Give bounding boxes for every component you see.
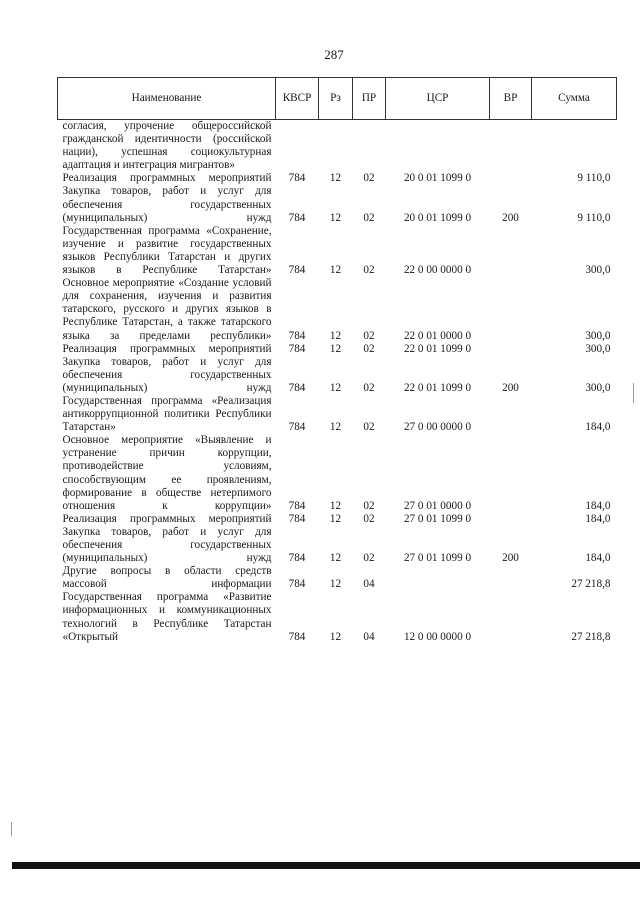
cell-kvsr: 784 — [288, 512, 306, 525]
cell-rz: 12 — [329, 381, 342, 394]
cell-name: Закупка товаров, работ и услуг для обеспечения государственных (муниципальных) нужд — [62, 525, 272, 565]
cell-kvsr: 784 — [288, 499, 306, 512]
cell-vr — [490, 591, 532, 643]
cell-name: Государственная программа «Развитие информационных и коммуникационных технологий в Республике Татарстан «Открытый — [62, 591, 272, 643]
cell-sum: 9 110,0 — [577, 172, 611, 185]
header-sum: Сумма — [532, 78, 617, 120]
cell-kvsr: 784 — [288, 630, 306, 643]
cell-name: Реализация программных мероприятий — [62, 512, 272, 525]
header-name: Наименование — [58, 78, 276, 120]
cell-csr — [386, 120, 490, 173]
cell-name: Реализация программных мероприятий — [62, 342, 272, 355]
cell-rz — [319, 120, 353, 173]
cell-kvsr: 784 — [288, 264, 306, 277]
cell-sum: 300,0 — [585, 264, 611, 277]
cell-sum: 9 110,0 — [577, 211, 611, 224]
table-row — [58, 120, 617, 173]
cell-csr: 22 0 01 1099 0 — [403, 342, 472, 355]
scan-mark-right — [633, 383, 634, 403]
cell-sum: 184,0 — [585, 499, 611, 512]
cell-vr: 200 — [502, 552, 519, 565]
cell-kvsr — [276, 120, 319, 173]
cell-sum: 300,0 — [585, 329, 611, 342]
cell-vr: 200 — [502, 381, 519, 394]
cell-vr — [490, 513, 532, 526]
budget-table — [57, 77, 617, 644]
table-row — [58, 225, 617, 277]
cell-vr — [490, 434, 532, 513]
cell-sum: 300,0 — [585, 342, 611, 355]
cell-csr: 27 0 00 0000 0 — [403, 421, 472, 434]
cell-csr: 22 0 01 0000 0 — [403, 329, 472, 342]
cell-rz: 12 — [329, 329, 342, 342]
cell-rz: 12 — [329, 630, 342, 643]
cell-name: Реализация программных мероприятий — [62, 172, 272, 185]
cell-pr: 02 — [363, 421, 375, 434]
cell-sum — [532, 120, 617, 173]
cell-rz: 12 — [329, 211, 342, 224]
scan-mark-left — [11, 822, 12, 836]
cell-csr: 27 0 01 0000 0 — [403, 499, 472, 512]
cell-kvsr: 784 — [288, 421, 306, 434]
cell-vr — [490, 225, 532, 277]
header-pr: ПР — [353, 78, 386, 120]
cell-kvsr: 784 — [288, 578, 306, 591]
cell-kvsr: 784 — [288, 329, 306, 342]
cell-name: Государственная программа «Сохранение, изучение и развитие государственных языков Республики Татарстан и других языков в Республике Татарстан» — [62, 224, 272, 277]
cell-sum: 27 218,8 — [571, 630, 611, 643]
table-row — [58, 513, 617, 526]
cell-kvsr: 784 — [288, 211, 306, 224]
table-row — [58, 343, 617, 356]
cell-rz: 12 — [329, 578, 342, 591]
cell-csr — [386, 565, 490, 591]
cell-csr: 22 0 00 0000 0 — [403, 264, 472, 277]
cell-pr: 02 — [363, 211, 375, 224]
cell-sum: 184,0 — [585, 512, 611, 525]
cell-vr: 200 — [502, 211, 519, 224]
cell-pr: 02 — [363, 172, 375, 185]
table-body — [58, 120, 617, 644]
cell-name: Закупка товаров, работ и услуг для обеспечения государственных (муниципальных) нужд — [62, 355, 272, 394]
cell-pr — [353, 120, 386, 173]
cell-pr: 04 — [363, 578, 375, 591]
cell-vr — [490, 277, 532, 342]
cell-csr: 22 0 01 1099 0 — [403, 381, 472, 394]
table-row — [58, 434, 617, 513]
cell-name: Основное мероприятие «Создание условий для сохранения, изучения и развития татарского, русского и других языков в Республике Татарстан, а также татарского языка за пределами республики» — [62, 277, 272, 342]
cell-name: Другие вопросы в области средств массовой информации — [62, 565, 272, 591]
cell-pr: 02 — [363, 552, 375, 565]
cell-kvsr: 784 — [288, 552, 306, 565]
table-header — [58, 78, 617, 120]
cell-sum: 27 218,8 — [571, 578, 611, 591]
cell-pr: 02 — [363, 499, 375, 512]
cell-vr — [490, 120, 532, 173]
cell-pr: 04 — [363, 630, 375, 643]
cell-name: согласия, упрочение общероссийской гражданской идентичности (российской нации), успешная социокультурная адаптация и интеграция мигрантов» — [62, 120, 272, 172]
cell-rz: 12 — [329, 552, 342, 565]
header-csr: ЦСР — [386, 78, 490, 120]
header-rz: Рз — [319, 78, 353, 120]
cell-sum: 184,0 — [585, 421, 611, 434]
page-bottom-border — [12, 862, 640, 869]
cell-csr: 27 0 01 1099 0 — [403, 552, 472, 565]
cell-pr: 02 — [363, 342, 375, 355]
cell-sum: 300,0 — [585, 381, 611, 394]
table-row — [58, 565, 617, 591]
table-row — [58, 591, 617, 643]
page-number: 287 — [324, 47, 344, 62]
cell-sum: 184,0 — [585, 552, 611, 565]
cell-rz: 12 — [329, 172, 342, 185]
cell-vr — [490, 395, 532, 434]
cell-kvsr: 784 — [288, 172, 306, 185]
cell-rz: 12 — [329, 512, 342, 525]
header-kvsr: КВСР — [276, 78, 319, 120]
table-row — [58, 277, 617, 342]
table-row — [58, 185, 617, 224]
table-row — [58, 395, 617, 434]
table-row — [58, 526, 617, 565]
cell-rz: 12 — [329, 264, 342, 277]
cell-kvsr: 784 — [288, 342, 306, 355]
cell-csr: 20 0 01 1099 0 — [403, 211, 472, 224]
cell-name: Основное мероприятие «Выявление и устранение причин коррупции, противодействие условиям, способствующим ее проявлениям, формирование в обществе нетерпимого отношения к коррупции» — [62, 434, 272, 512]
cell-vr — [490, 172, 532, 185]
table-row — [58, 172, 617, 185]
cell-csr: 27 0 01 1099 0 — [403, 512, 472, 525]
cell-pr: 02 — [363, 512, 375, 525]
header-vr: ВР — [490, 78, 532, 120]
cell-name: Закупка товаров, работ и услуг для обеспечения государственных (муниципальных) нужд — [62, 185, 272, 224]
cell-vr — [490, 565, 532, 591]
cell-pr: 02 — [363, 381, 375, 394]
cell-kvsr: 784 — [288, 381, 306, 394]
cell-name: Государственная программа «Реализация антикоррупционной политики Республики Татарстан» — [62, 394, 272, 434]
cell-csr: 20 0 01 1099 0 — [403, 172, 472, 185]
cell-rz: 12 — [329, 421, 342, 434]
table-row — [58, 356, 617, 395]
cell-rz: 12 — [329, 342, 342, 355]
cell-vr — [490, 343, 532, 356]
cell-pr: 02 — [363, 329, 375, 342]
cell-csr: 12 0 00 0000 0 — [403, 630, 472, 643]
cell-pr: 02 — [363, 264, 375, 277]
cell-rz: 12 — [329, 499, 342, 512]
